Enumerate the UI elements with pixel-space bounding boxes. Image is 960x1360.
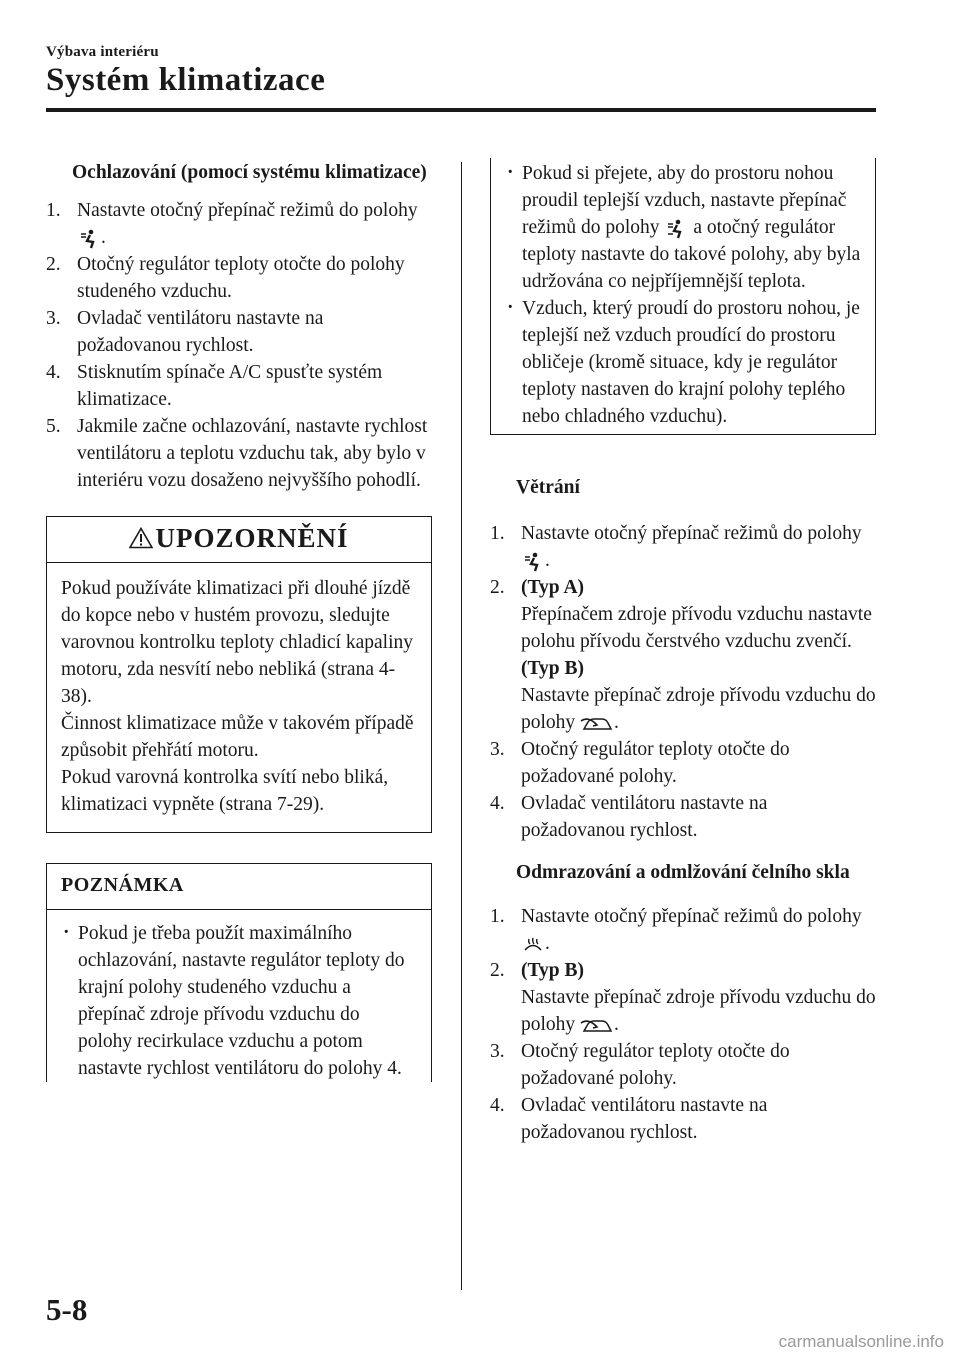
list-item: 4. Ovladač ventilátoru nastavte na požadovanou rychlost. — [490, 1095, 768, 1143]
ventilation-steps — [490, 520, 876, 844]
list-item: 2. (Typ A) Přepínačem zdroje přívodu vzduchu nastavte polohu přívodu čerstvého vzduchu zvenčí. (Typ B) Nastavte přepínač zdroje přívodu vzduchu do polohy . — [490, 577, 876, 733]
page-title: Systém klimatizace — [46, 62, 326, 98]
list-item: 5. Jakmile začne ochlazování, nastavte rychlost ventilátoru a teplotu vzduchu tak, aby bylo v interiéru vozu dosaženo nejvyššího pohodlí. — [46, 416, 428, 491]
list-item: 3. Otočný regulátor teploty otočte do požadované polohy. — [490, 739, 790, 787]
outside-air-icon — [580, 715, 614, 733]
title-rule — [46, 108, 876, 112]
left-column — [46, 158, 432, 1082]
list-item: 1. Nastavte otočný přepínač režimů do polohy . — [490, 906, 862, 954]
note-continuation — [490, 158, 876, 435]
list-item: 1. Nastavte otočný přepínač režimů do polohy . — [490, 523, 862, 571]
bi-level-mode-icon — [666, 219, 686, 239]
list-item: 4. Ovladač ventilátoru nastavte na požadovanou rychlost. — [490, 793, 768, 841]
cooling-steps — [46, 197, 432, 494]
note-text — [47, 910, 431, 1082]
right-column — [490, 158, 876, 1146]
list-item: · Pokud si přejete, aby do prostoru nohou proudil teplejší vzduch, nastavte přepínač režimů do polohy a otočný regulátor teploty nastavte do takové polohy, aby byla udržována co nejpříjemnější teplota. — [505, 160, 861, 295]
warning-icon — [129, 527, 153, 549]
list-item: 3. Ovladač ventilátoru nastavte na požadovanou rychlost. — [46, 308, 324, 356]
page-number: 5-8 — [46, 1292, 88, 1327]
list-item: 1. Nastavte otočný přepínač režimů do polohy . — [46, 200, 418, 248]
outside-air-icon — [580, 1017, 614, 1035]
face-vent-mode-icon — [79, 229, 99, 249]
defrost-heading: Odmrazování a odmlžování čelního skla — [516, 862, 850, 883]
caution-box — [46, 516, 432, 833]
list-item: · Vzduch, který proudí do prostoru nohou, je teplejší než vzduch proudící do prostoru obličeje (kromě situace, kdy je regulátor teploty nastaven do krajní polohy teplého nebo chladného vzduchu). — [505, 295, 861, 430]
caution-text: Pokud používáte klimatizaci při dlouhé jízdě do kopce nebo v hustém provozu, sledujte varovnou kontrolku teploty chladicí kapaliny motoru, zda nesvítí nebo nebliká (strana 4-38). Činnost klimatizace může v takovém případě způsobit přehřátí motoru. Pokud varovná kontrolka svítí nebo bliká, klimatizaci vypněte (strana 7-29). — [61, 578, 414, 815]
caution-header: UPOZORNĚNÍ — [47, 517, 431, 563]
note-header: POZNÁMKA — [47, 864, 431, 910]
watermark: carmanualsonline.info — [778, 1332, 944, 1351]
face-vent-mode-icon — [523, 552, 543, 572]
list-item: · Pokud je třeba použít maximálního ochlazování, nastavte regulátor teploty do krajní polohy studeného vzduchu a přepínač zdroje přívodu vzduchu do polohy recirkulace vzduchu a potom nastavte rychlost ventilátoru do polohy 4. — [61, 920, 417, 1082]
defrost-mode-icon — [523, 935, 543, 955]
note-box — [46, 863, 432, 1082]
defrost-steps — [490, 903, 876, 1146]
ventilation-heading: Větrání — [516, 477, 580, 498]
column-divider — [461, 162, 462, 1290]
list-item: 2. Otočný regulátor teploty otočte do polohy studeného vzduchu. — [46, 254, 405, 302]
list-item: 4. Stisknutím spínače A/C spusťte systém klimatizace. — [46, 362, 383, 410]
cooling-heading: Ochlazování (pomocí systému klimatizace) — [72, 162, 427, 183]
list-item: 2. (Typ B) Nastavte přepínač zdroje přívodu vzduchu do polohy . — [490, 960, 876, 1035]
list-item: 3. Otočný regulátor teploty otočte do požadované polohy. — [490, 1041, 790, 1089]
section-label: Výbava interiéru — [46, 44, 159, 60]
